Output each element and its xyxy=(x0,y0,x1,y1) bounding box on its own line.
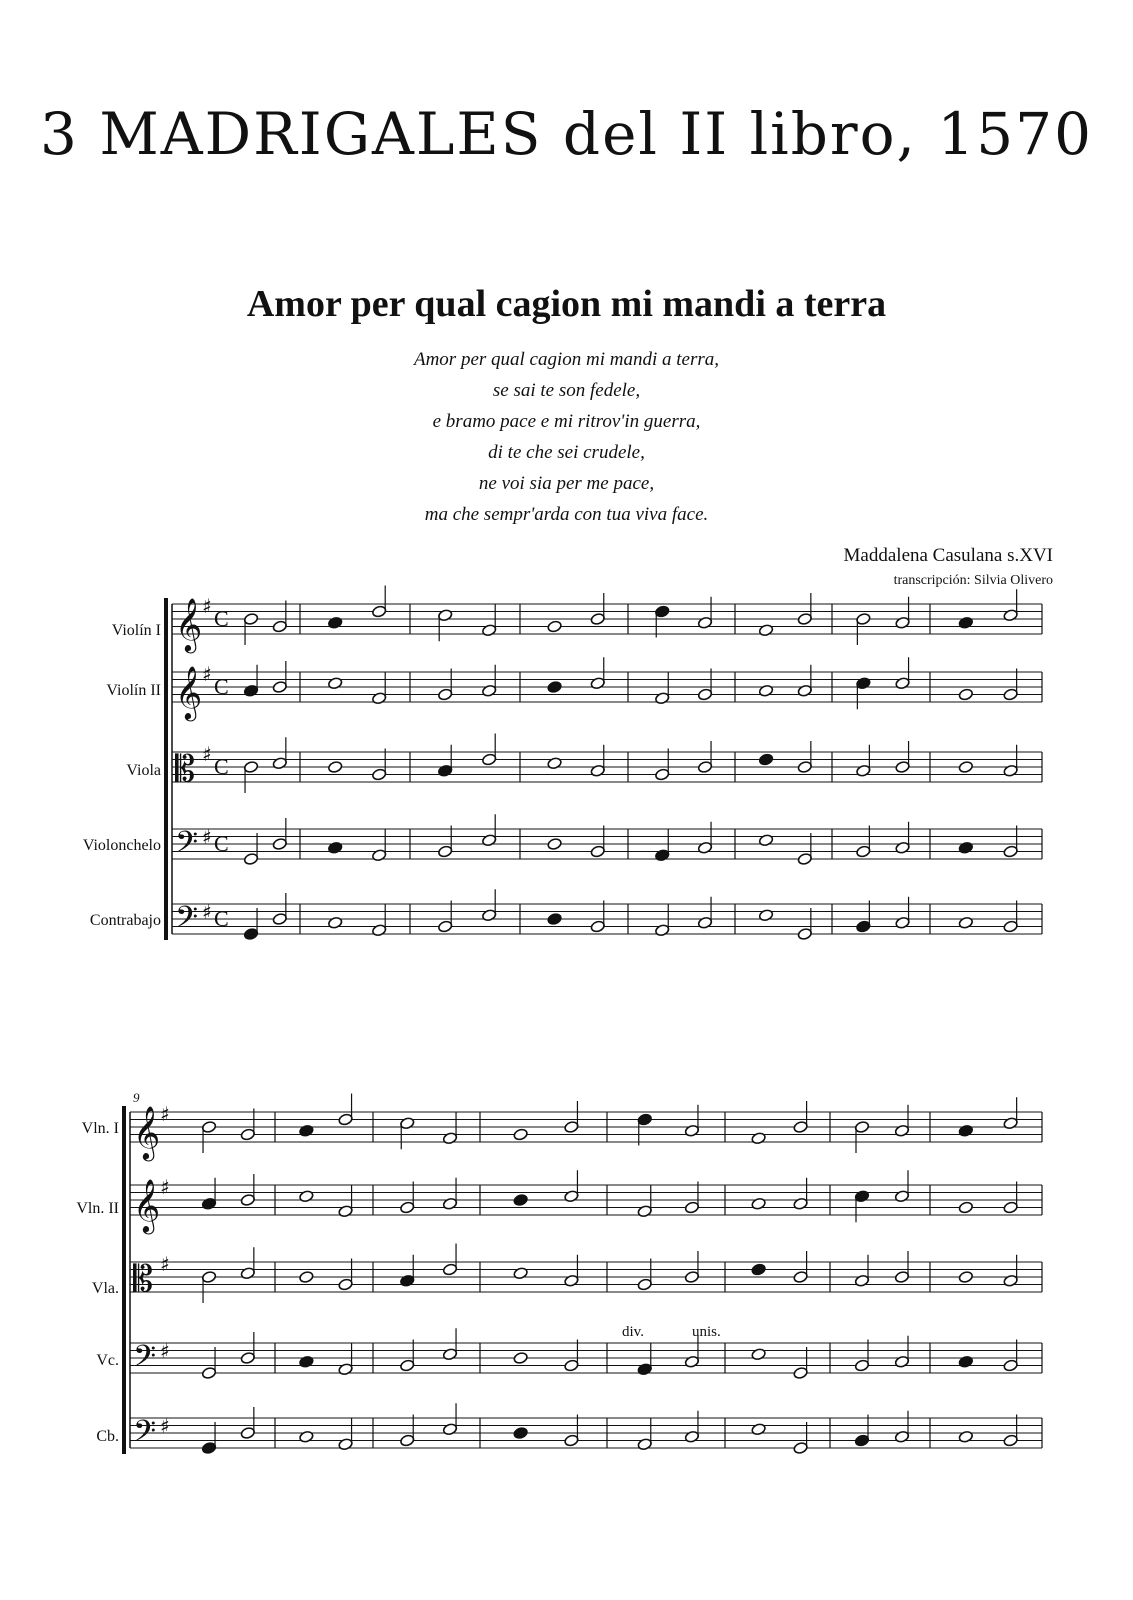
note-head xyxy=(758,909,773,922)
note-head xyxy=(637,1438,652,1451)
note-head xyxy=(590,612,605,625)
note-head xyxy=(895,841,910,854)
note-head xyxy=(958,1270,973,1283)
note-head xyxy=(442,1348,457,1361)
note-head xyxy=(590,845,605,858)
note-head xyxy=(751,1197,766,1210)
note-head xyxy=(482,753,497,766)
note-head xyxy=(751,1263,766,1276)
note-head xyxy=(400,1201,415,1214)
key-signature-sharp-icon: ♯ xyxy=(202,742,212,766)
note-head xyxy=(895,616,910,629)
note-head xyxy=(400,1434,415,1447)
note-head xyxy=(854,1190,869,1203)
note-head xyxy=(328,841,343,854)
note-head xyxy=(1003,1434,1018,1447)
note-head xyxy=(684,1270,699,1283)
note-head xyxy=(240,1426,255,1439)
note-head xyxy=(400,1117,415,1130)
note-head xyxy=(793,1366,808,1379)
treble-clef-icon: 𝄞 xyxy=(175,597,203,651)
instrument-abbr-bass: Cb. xyxy=(96,1428,119,1445)
note-head xyxy=(1003,688,1018,701)
note-head xyxy=(201,1441,216,1454)
key-signature-sharp-icon: ♯ xyxy=(202,662,212,686)
note-head xyxy=(547,912,562,925)
note-head xyxy=(1003,1117,1018,1130)
note-head xyxy=(299,1190,314,1203)
note-head xyxy=(438,920,453,933)
note-head xyxy=(564,1274,579,1287)
bass-clef-icon: 𝄢 xyxy=(133,1340,157,1381)
lyric-line: di te che sei crudele, xyxy=(488,442,645,463)
note-head xyxy=(240,1128,255,1141)
note-head xyxy=(201,1366,216,1379)
note-head xyxy=(338,1205,353,1218)
note-head xyxy=(793,1270,808,1283)
key-signature-sharp-icon: ♯ xyxy=(202,900,212,924)
note-head xyxy=(482,909,497,922)
note-head xyxy=(564,1434,579,1447)
note-head xyxy=(547,837,562,850)
system-bracket xyxy=(164,598,168,940)
time-signature: C xyxy=(214,674,229,699)
note-head xyxy=(201,1270,216,1283)
note-head xyxy=(513,1267,528,1280)
note-head xyxy=(272,757,287,770)
note-head xyxy=(338,1278,353,1291)
note-head xyxy=(547,620,562,633)
note-head xyxy=(684,1355,699,1368)
instrument-abbr-violin-1: Vln. I xyxy=(81,1120,119,1137)
note-head xyxy=(328,677,343,690)
system-bracket xyxy=(122,1106,126,1454)
note-head xyxy=(299,1430,314,1443)
note-head xyxy=(1003,764,1018,777)
note-head xyxy=(854,1274,869,1287)
note-head xyxy=(372,849,387,862)
note-head xyxy=(482,834,497,847)
key-signature-sharp-icon: ♯ xyxy=(202,825,212,849)
note-head xyxy=(697,616,712,629)
note-head xyxy=(1003,1359,1018,1372)
note-head xyxy=(372,768,387,781)
note-head xyxy=(697,841,712,854)
note-head xyxy=(240,1193,255,1206)
treble-clef-icon: 𝄞 xyxy=(133,1178,161,1232)
note-head xyxy=(442,1132,457,1145)
note-head xyxy=(958,1355,973,1368)
note-head xyxy=(697,916,712,929)
note-head xyxy=(338,1113,353,1126)
lyric-line: e bramo pace e mi ritrov'in guerra, xyxy=(432,411,701,432)
key-signature-sharp-icon: ♯ xyxy=(202,594,212,618)
note-head xyxy=(513,1351,528,1364)
note-head xyxy=(482,684,497,697)
note-head xyxy=(338,1363,353,1376)
note-head xyxy=(564,1120,579,1133)
note-head xyxy=(299,1270,314,1283)
key-signature-sharp-icon: ♯ xyxy=(160,1175,170,1199)
note-head xyxy=(438,845,453,858)
note-head xyxy=(590,764,605,777)
note-head xyxy=(400,1274,415,1287)
note-head xyxy=(751,1132,766,1145)
note-head xyxy=(1003,1201,1018,1214)
note-head xyxy=(564,1190,579,1203)
note-head xyxy=(442,1197,457,1210)
note-head xyxy=(547,680,562,693)
note-head xyxy=(895,760,910,773)
note-head xyxy=(272,837,287,850)
note-head xyxy=(854,1359,869,1372)
note-head xyxy=(684,1201,699,1214)
key-signature-sharp-icon: ♯ xyxy=(160,1339,170,1363)
lyric-line: ne voi sia per me pace, xyxy=(478,473,655,494)
note-head xyxy=(1003,845,1018,858)
note-head xyxy=(894,1430,909,1443)
note-head xyxy=(684,1124,699,1137)
note-head xyxy=(243,852,258,865)
key-signature-sharp-icon: ♯ xyxy=(160,1102,170,1126)
instrument-abbr-cello: Vc. xyxy=(96,1352,119,1369)
piece-title: Amor per qual cagion mi mandi a terra xyxy=(246,283,887,325)
measure-number: 9 xyxy=(133,1090,140,1105)
note-head xyxy=(958,616,973,629)
note-head xyxy=(513,1128,528,1141)
note-head xyxy=(243,612,258,625)
note-head xyxy=(299,1355,314,1368)
note-head xyxy=(272,912,287,925)
note-head xyxy=(684,1430,699,1443)
bass-clef-icon: 𝄢 xyxy=(175,901,199,942)
note-head xyxy=(793,1441,808,1454)
note-head xyxy=(299,1124,314,1137)
note-head xyxy=(564,1359,579,1372)
key-signature-sharp-icon: ♯ xyxy=(160,1252,170,1276)
instrument-abbr-viola: Vla. xyxy=(91,1280,119,1297)
note-head xyxy=(856,677,871,690)
note-head xyxy=(240,1267,255,1280)
note-head xyxy=(637,1278,652,1291)
note-head xyxy=(201,1197,216,1210)
note-head xyxy=(894,1270,909,1283)
note-head xyxy=(797,612,812,625)
staff-group xyxy=(122,586,1042,1457)
note-head xyxy=(895,916,910,929)
note-head xyxy=(513,1193,528,1206)
note-head xyxy=(372,692,387,705)
note-head xyxy=(328,616,343,629)
note-head xyxy=(1003,1274,1018,1287)
lyric-line: Amor per qual cagion mi mandi a terra, xyxy=(413,349,720,370)
note-head xyxy=(442,1263,457,1276)
note-head xyxy=(793,1197,808,1210)
note-head xyxy=(1003,920,1018,933)
instrument-name-violin-2: Violín II xyxy=(106,682,161,699)
note-head xyxy=(272,680,287,693)
note-head xyxy=(590,677,605,690)
time-signature: C xyxy=(214,754,229,779)
note-head xyxy=(797,927,812,940)
note-head xyxy=(895,677,910,690)
note-head xyxy=(697,760,712,773)
time-signature: C xyxy=(214,606,229,631)
lyric-line: se sai te son fedele, xyxy=(492,380,641,401)
note-head xyxy=(201,1120,216,1133)
note-head xyxy=(438,764,453,777)
instrument-name-viola: Viola xyxy=(126,762,161,779)
time-signature: C xyxy=(214,831,229,856)
note-head xyxy=(655,768,670,781)
note-head xyxy=(438,688,453,701)
note-head xyxy=(797,684,812,697)
note-head xyxy=(240,1351,255,1364)
note-head xyxy=(958,1430,973,1443)
note-head xyxy=(1003,609,1018,622)
note-head xyxy=(894,1124,909,1137)
note-head xyxy=(372,924,387,937)
note-head xyxy=(482,624,497,637)
note-head xyxy=(958,688,973,701)
note-head xyxy=(442,1423,457,1436)
note-head xyxy=(637,1205,652,1218)
note-head xyxy=(854,1120,869,1133)
collection-title: 3 MADRIGALES del II libro, 1570 xyxy=(40,100,1093,168)
note-head xyxy=(856,845,871,858)
note-head xyxy=(272,620,287,633)
note-head xyxy=(797,852,812,865)
note-head xyxy=(338,1438,353,1451)
alto-clef-icon: 𝄡 xyxy=(133,1259,154,1300)
note-head xyxy=(758,624,773,637)
composer-credit: Maddalena Casulana s.XVI xyxy=(843,545,1053,566)
note-head xyxy=(793,1120,808,1133)
note-head xyxy=(400,1359,415,1372)
note-head xyxy=(697,688,712,701)
note-head xyxy=(547,757,562,770)
note-head xyxy=(958,1124,973,1137)
note-head xyxy=(328,916,343,929)
time-signature: C xyxy=(214,906,229,931)
note-head xyxy=(958,760,973,773)
note-head xyxy=(438,609,453,622)
instrument-name-violin-1: Violín I xyxy=(111,622,161,639)
note-head xyxy=(958,1201,973,1214)
note-head xyxy=(854,1434,869,1447)
divisi-marking: div. xyxy=(622,1324,644,1340)
bass-clef-icon: 𝄢 xyxy=(133,1415,157,1456)
note-head xyxy=(856,920,871,933)
note-head xyxy=(751,1423,766,1436)
note-head xyxy=(856,764,871,777)
note-head xyxy=(243,927,258,940)
key-signature-sharp-icon: ♯ xyxy=(160,1414,170,1438)
note-head xyxy=(958,916,973,929)
note-head xyxy=(590,920,605,933)
note-head xyxy=(372,605,387,618)
note-head xyxy=(243,760,258,773)
instrument-name-cello: Violonchelo xyxy=(82,837,161,854)
note-head xyxy=(758,834,773,847)
note-head xyxy=(655,692,670,705)
treble-clef-icon: 𝄞 xyxy=(133,1105,161,1159)
note-head xyxy=(797,760,812,773)
note-head xyxy=(513,1426,528,1439)
unison-marking: unis. xyxy=(692,1324,721,1340)
note-head xyxy=(637,1113,652,1126)
note-head xyxy=(655,605,670,618)
treble-clef-icon: 𝄞 xyxy=(175,665,203,719)
note-head xyxy=(758,684,773,697)
note-head xyxy=(655,924,670,937)
note-head xyxy=(655,849,670,862)
note-head xyxy=(751,1348,766,1361)
instrument-abbr-violin-2: Vln. II xyxy=(76,1200,119,1217)
note-head xyxy=(758,753,773,766)
note-head xyxy=(894,1190,909,1203)
note-head xyxy=(856,612,871,625)
transcriber-credit: transcripción: Silvia Olivero xyxy=(893,573,1053,588)
lyric-line: ma che sempr'arda con tua viva face. xyxy=(424,504,709,525)
instrument-name-bass: Contrabajo xyxy=(89,912,161,929)
alto-clef-icon: 𝄡 xyxy=(175,749,196,790)
bass-clef-icon: 𝄢 xyxy=(175,826,199,867)
note-head xyxy=(637,1363,652,1376)
note-head xyxy=(894,1355,909,1368)
note-head xyxy=(328,760,343,773)
note-head xyxy=(243,684,258,697)
note-head xyxy=(958,841,973,854)
